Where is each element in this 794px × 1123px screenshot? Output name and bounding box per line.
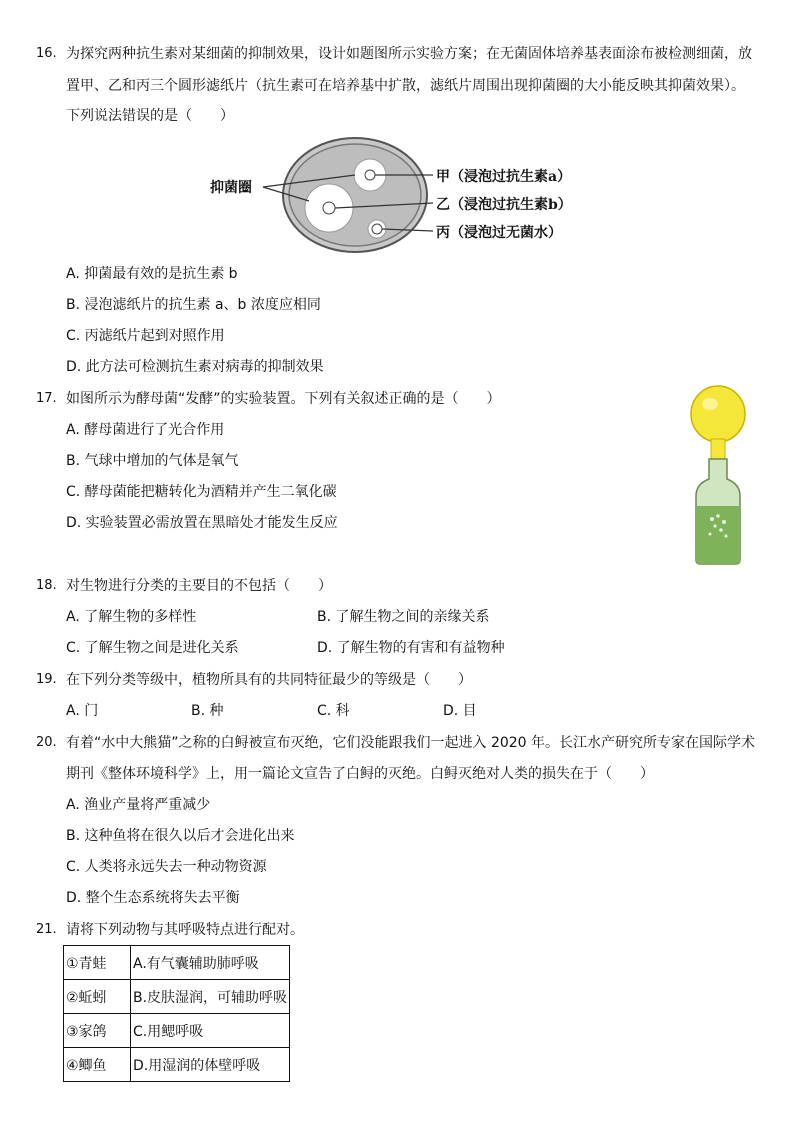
- question-20-stem-line2: 期刊《整体环境科学》上，用一篇论文宣告了白鲟的灭绝。白鲟灭绝对人类的损失在于（ ）: [66, 766, 654, 782]
- question-20-option-b[interactable]: B. 这种鱼将在很久以后才会进化出来: [66, 828, 295, 844]
- question-19-option-a[interactable]: A. 门: [66, 703, 99, 719]
- question-16-stem-line1: 为探究两种抗生素对某细菌的抑制效果，设计如题图所示实验方案；在无菌固体培养基表面涂布被检测细菌，放: [66, 46, 752, 62]
- question-20-stem-line1: 有着“水中大熊猫”之称的白鲟被宣布灭绝，它们没能跟我们一起进入 2020 年。长江水产研究所专家在国际学术: [66, 735, 756, 751]
- question-21-number: 21.: [36, 922, 57, 937]
- table-row: [64, 980, 290, 1014]
- question-16-option-b[interactable]: B. 浸泡滤纸片的抗生素 a、b 浓度应相同: [66, 297, 321, 313]
- label-jia: 甲（浸泡过抗生素a）: [436, 169, 572, 185]
- question-19-stem: 在下列分类等级中，植物所具有的共同特征最少的等级是（ ）: [66, 672, 472, 688]
- question-17-option-c[interactable]: C. 酵母菌能把糖转化为酒精并产生二氧化碳: [66, 484, 337, 500]
- question-17-number: 17.: [36, 391, 57, 406]
- bubble: [710, 517, 714, 521]
- inhibition-zone-label: 抑菌圈: [210, 180, 252, 196]
- question-20-number: 20.: [36, 735, 57, 750]
- matching-table: [63, 945, 290, 1082]
- table-row: [64, 946, 290, 980]
- question-18-option-c[interactable]: C. 了解生物之间是进化关系: [66, 640, 239, 656]
- label-bing: 丙（浸泡过无菌水）: [436, 225, 562, 241]
- question-18-option-a[interactable]: A. 了解生物的多样性: [66, 609, 197, 625]
- fermentation-bottle-figure: [688, 384, 748, 566]
- question-20-option-a[interactable]: A. 渔业产量将严重减少: [66, 797, 211, 813]
- animal-cell: ③家鸽: [64, 1014, 131, 1048]
- question-17-option-a[interactable]: A. 酵母菌进行了光合作用: [66, 422, 225, 438]
- question-17-option-b[interactable]: B. 气球中增加的气体是氧气: [66, 453, 239, 469]
- question-16-option-d[interactable]: D. 此方法可检测抗生素对病毒的抑制效果: [66, 359, 324, 375]
- question-21-stem: 请将下列动物与其呼吸特点进行配对。: [66, 922, 304, 938]
- label-yi: 乙（浸泡过抗生素b）: [436, 197, 572, 213]
- question-17-option-d[interactable]: D. 实验装置必需放置在黑暗处才能发生反应: [66, 515, 338, 531]
- feature-cell: D.用湿润的体壁呼吸: [131, 1048, 290, 1082]
- question-16-option-a[interactable]: A. 抑菌最有效的是抗生素 b: [66, 266, 238, 282]
- bubble: [722, 520, 726, 524]
- question-18-number: 18.: [36, 578, 57, 593]
- question-20-option-d[interactable]: D. 整个生态系统将失去平衡: [66, 890, 240, 906]
- question-18-option-b[interactable]: B. 了解生物之间的亲缘关系: [317, 609, 490, 625]
- feature-cell: A.有气囊辅助肺呼吸: [131, 946, 290, 980]
- question-19-option-d[interactable]: D. 目: [443, 703, 477, 719]
- question-16-stem-line3: 下列说法错误的是（ ）: [66, 108, 234, 124]
- feature-cell: C.用鳃呼吸: [131, 1014, 290, 1048]
- table-row: [64, 1014, 290, 1048]
- question-20-option-c[interactable]: C. 人类将永远失去一种动物资源: [66, 859, 267, 875]
- question-19-number: 19.: [36, 672, 57, 687]
- question-18-stem: 对生物进行分类的主要目的不包括（ ）: [66, 578, 332, 594]
- bubble: [719, 528, 723, 532]
- animal-cell: ②蚯蚓: [64, 980, 131, 1014]
- table-row: [64, 1048, 290, 1082]
- question-17-stem: 如图所示为酵母菌“发酵”的实验装置。下列有关叙述正确的是（ ）: [66, 391, 501, 407]
- balloon: [691, 386, 745, 442]
- question-18-option-d[interactable]: D. 了解生物的有害和有益物种: [317, 640, 505, 656]
- balloon-neck: [711, 439, 725, 459]
- question-16-number: 16.: [36, 46, 57, 61]
- bubble: [709, 533, 712, 536]
- bottle-svg: [688, 384, 748, 566]
- bubble: [716, 514, 720, 518]
- animal-cell: ④鲫鱼: [64, 1048, 131, 1082]
- bubble: [713, 524, 716, 527]
- feature-cell: B.皮肤湿润，可辅助呼吸: [131, 980, 290, 1014]
- balloon-highlight: [702, 398, 718, 410]
- question-19-option-c[interactable]: C. 科: [317, 703, 350, 719]
- question-16-stem-line2: 置甲、乙和丙三个圆形滤纸片（抗生素可在培养基中扩散，滤纸片周围出现抑菌圈的大小能反映其抑菌效果）。: [66, 78, 745, 94]
- question-19-option-b[interactable]: B. 种: [191, 703, 224, 719]
- question-16-option-c[interactable]: C. 丙滤纸片起到对照作用: [66, 328, 225, 344]
- animal-cell: ①青蛙: [64, 946, 131, 980]
- bubble: [724, 534, 727, 537]
